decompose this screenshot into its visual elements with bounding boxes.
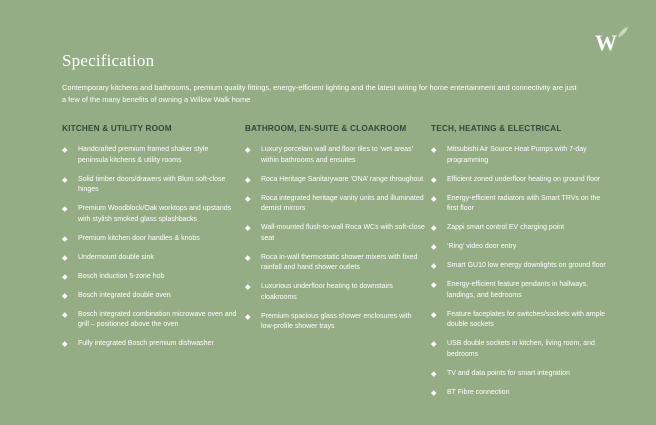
list-item: Zappi smart control EV charging point <box>431 223 611 234</box>
list-item: Premium kitchen door handles & knobs <box>62 234 240 245</box>
list-item: BT Fibre connection <box>431 388 611 399</box>
list-item: Premium Woodblock/Oak worktops and upstands with stylish smoked glass splashbacks <box>62 204 240 225</box>
leaf-icon <box>618 27 628 37</box>
list-item: Roca Heritage Sanitaryware ‘ONA’ range throughout <box>245 175 425 186</box>
list-item: ‘Ring’ video door entry <box>431 242 611 253</box>
list-item: Luxury porcelain wall and floor tiles to ‘wet areas’ within bathrooms and ensuites <box>245 145 425 166</box>
page-title: Specification <box>62 51 155 70</box>
list-item: Wall-mounted flush-to-wall Roca WCs with soft-close seat <box>245 223 425 244</box>
list-item: Premium spacious glass shower enclosures with low-profile shower trays <box>245 312 425 333</box>
list-item: Luxurious underfloor heating to downstairs cloakrooms <box>245 282 425 303</box>
willow-walk-logo-icon <box>594 26 630 54</box>
column-kitchen <box>62 124 240 358</box>
column-title: KITCHEN & UTILITY ROOM <box>62 124 172 133</box>
list-item: Roca integrated heritage vanity units and illuminated demist mirrors <box>245 194 425 215</box>
spec-list <box>62 145 240 350</box>
list-item: Energy-efficient feature pendants in hallways, landings, and bedrooms <box>431 280 611 301</box>
list-item: Smart GU10 low energy downlights on ground floor <box>431 261 611 272</box>
intro-paragraph: Contemporary kitchens and bathrooms, premium quality fittings, energy-efficient lighting and the latest wiring for home entertainment and connectivity are just a few of the many benefits of owning a Willow Walk home <box>62 83 577 104</box>
spec-list <box>431 145 611 398</box>
list-item: Fully integrated Bosch premium dishwasher <box>62 339 240 350</box>
list-item: Energy-efficient radiators with Smart TRVs on the first floor <box>431 194 611 215</box>
list-item: Bosch integrated double oven <box>62 291 240 302</box>
list-item: Solid timber doors/drawers with Blum soft-close hinges <box>62 175 240 196</box>
column-bathroom <box>245 124 425 341</box>
list-item: Feature faceplates for switches/sockets with ample double sockets <box>431 310 611 331</box>
list-item: Efficient zoned underfloor heating on ground floor <box>431 175 611 186</box>
list-item: Handcrafted premium framed shaker style peninsula kitchens & utility rooms <box>62 145 240 166</box>
list-item: USB double sockets in kitchen, living room, and bedrooms <box>431 339 611 360</box>
list-item: Bosch induction 5-zone hob <box>62 272 240 283</box>
column-title: BATHROOM, EN-SUITE & CLOAKROOM <box>245 124 407 133</box>
list-item: Roca in-wall thermostatic shower mixers with fixed rainfall and hand shower outlets <box>245 253 425 274</box>
list-item: Bosch integrated combination microwave oven and grill – positioned above the oven <box>62 310 240 331</box>
spec-list <box>245 145 425 333</box>
list-item: Mitsubishi Air Source Heat Pumps with 7-day programming <box>431 145 611 166</box>
logo-letter: W <box>595 30 617 54</box>
column-tech <box>431 124 611 407</box>
list-item: TV and data points for smart integration <box>431 369 611 380</box>
column-title: TECH, HEATING & ELECTRICAL <box>431 124 562 133</box>
list-item: Undermount double sink <box>62 253 240 264</box>
